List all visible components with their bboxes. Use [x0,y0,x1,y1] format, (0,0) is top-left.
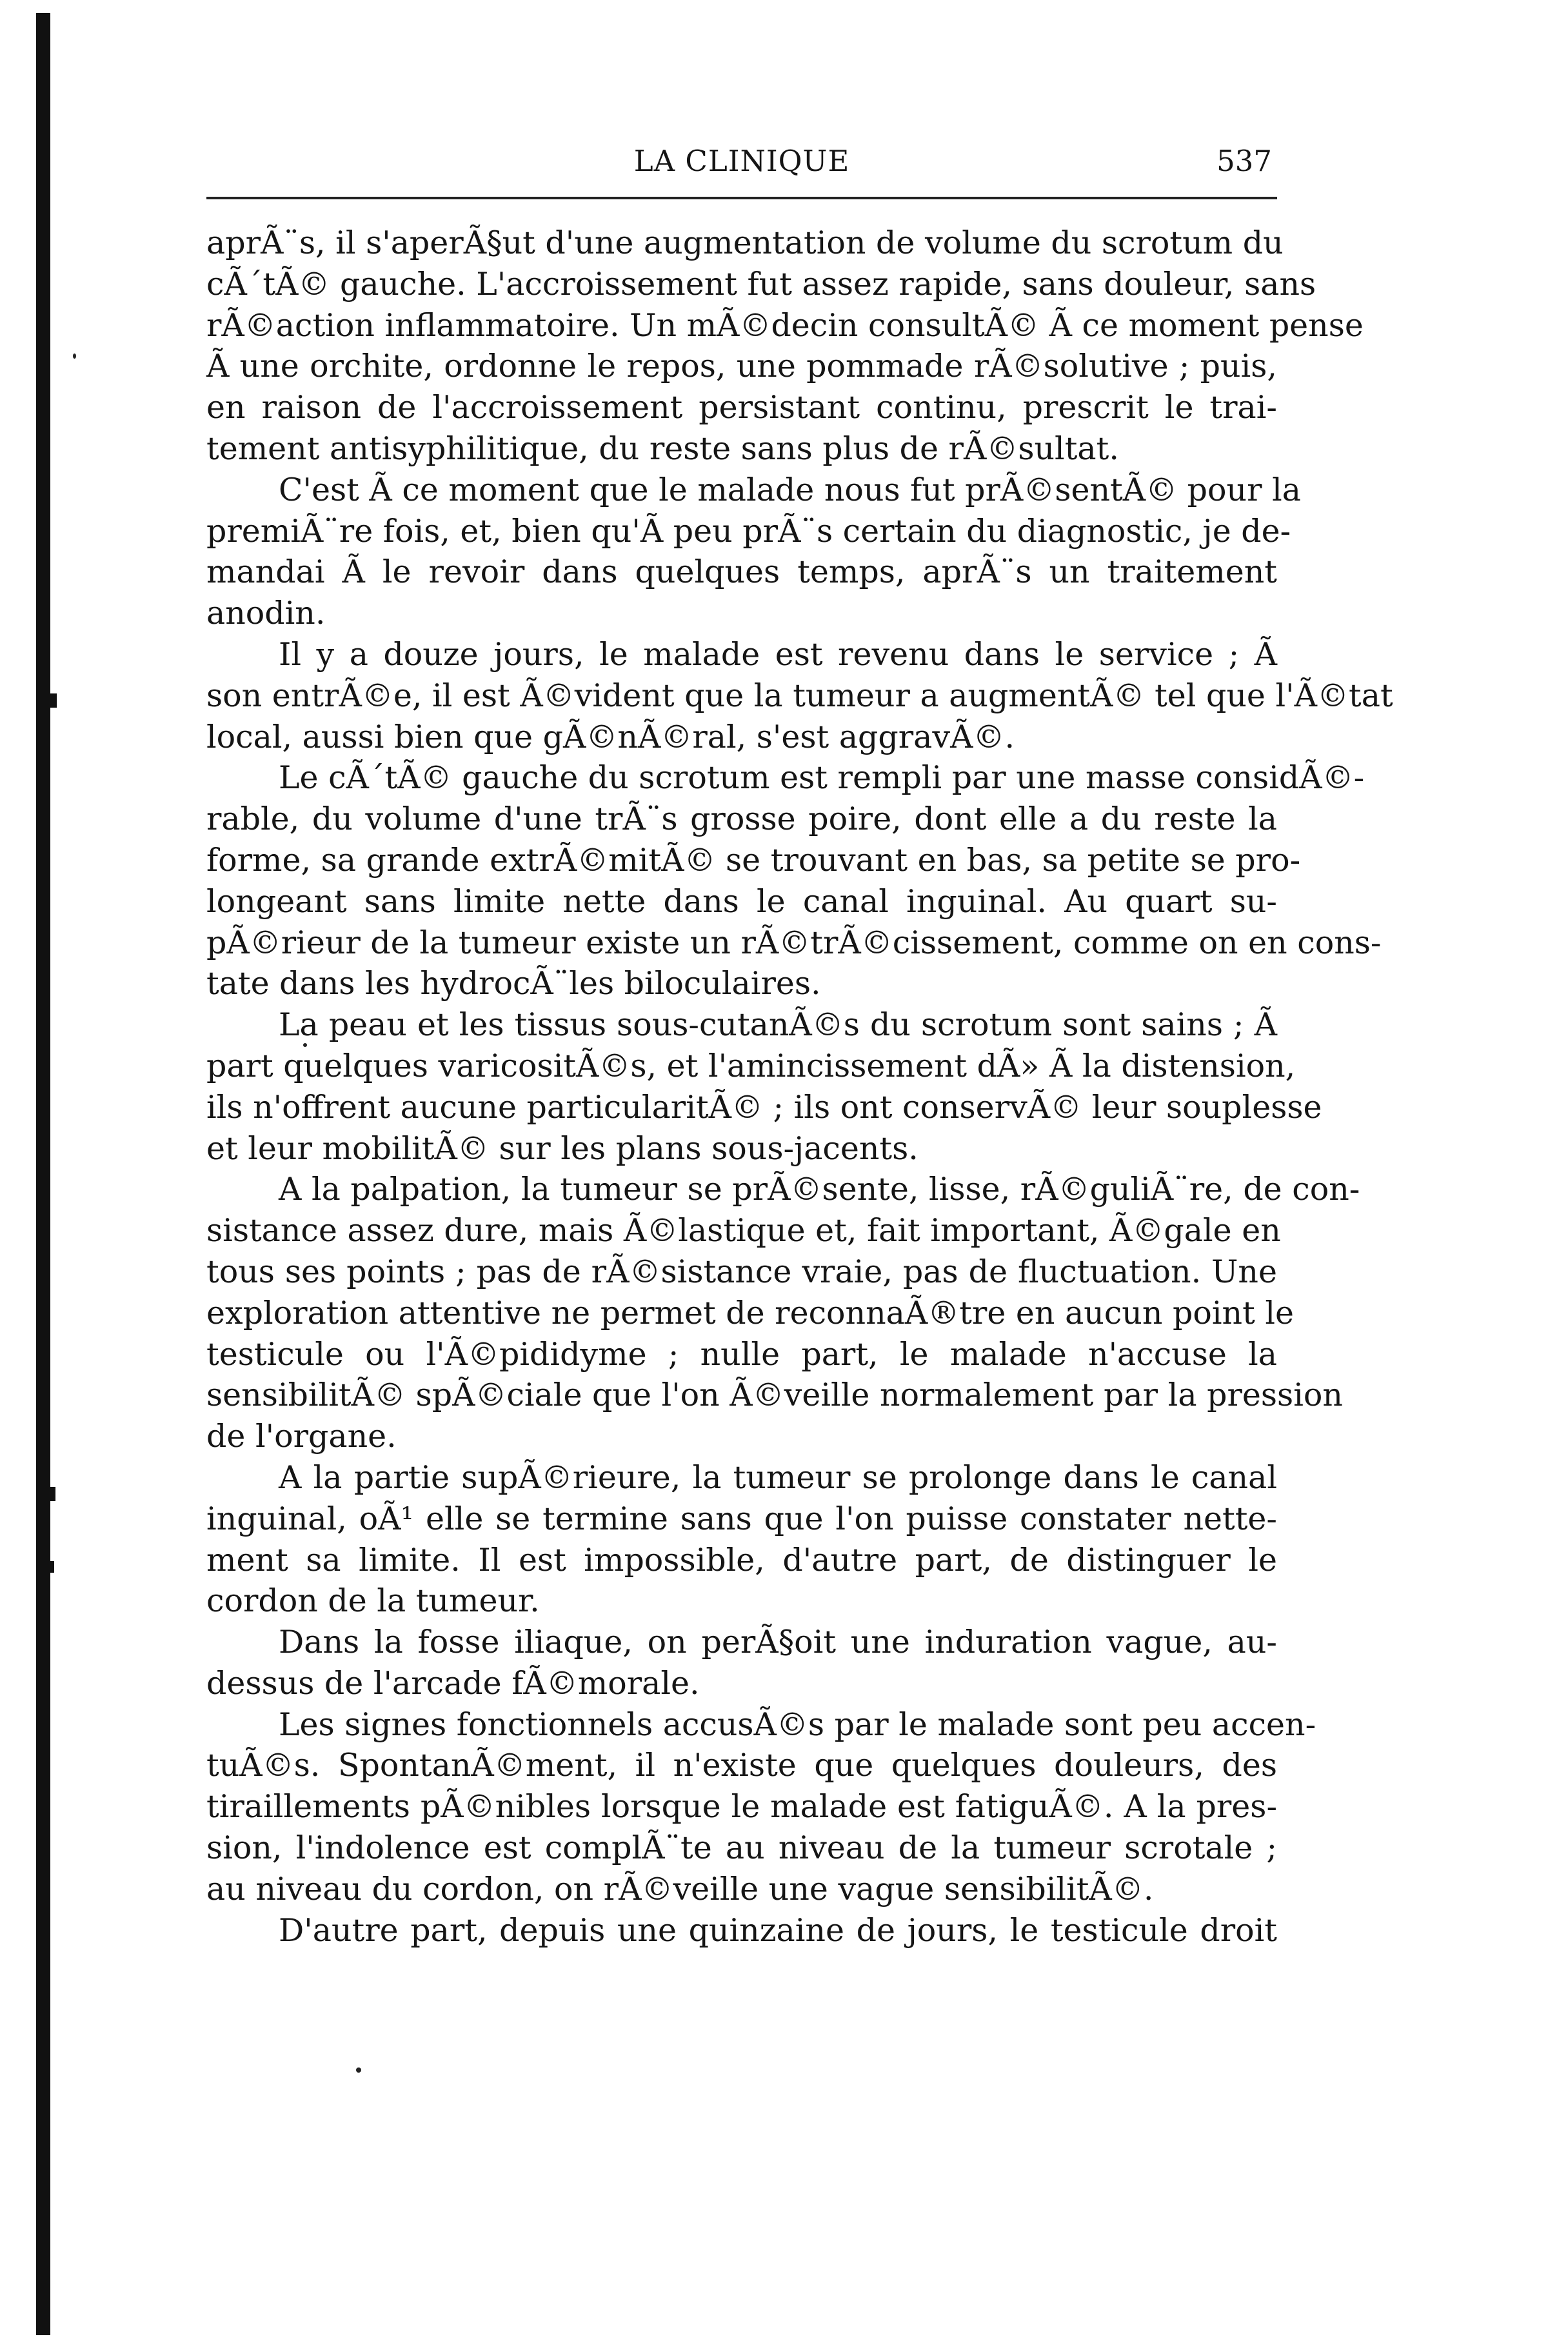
binding-mark [48,1561,54,1573]
text-line: aprÃ¨s, il s'aperÃ§ut d'une augmentation de volume du scrotum du [206,224,1284,261]
text-line: ils n'offrent aucune particularitÃ© ; ils ont conservÃ© leur souplesse [206,1088,1322,1126]
text-line: tiraillements pÃ©nibles lorsque le malade est fatiguÃ©. A la pres- [206,1788,1277,1826]
binding-edge [36,13,50,2335]
text-line: A la partie supÃ©rieure, la tumeur se prolonge dans le canal [279,1459,1277,1496]
text-line: local, aussi bien que gÃ©nÃ©ral, s'est aggravÃ©. [206,718,1015,755]
text-line: C'est Ã ce moment que le malade nous fut prÃ©sentÃ© pour la [279,471,1301,508]
binding-mark [48,693,57,708]
text-line: sistance assez dure, mais Ã©lastique et, fait important, Ã©gale en [206,1212,1281,1250]
text-line: sion, l'indolence est complÃ¨te au niveau de la tumeur scrotale ; [206,1829,1277,1867]
text-line: dessus de l'arcade fÃ©morale. [206,1664,700,1702]
text-line: et leur mobilitÃ© sur les plans sous-jacents. [206,1130,918,1167]
text-line: en raison de l'accroissement persistant continu, prescrit le trai- [206,389,1277,426]
text-line: rÃ©action inflammatoire. Un mÃ©decin consultÃ© Ã ce moment pense [206,306,1364,344]
text-line: Il y a douze jours, le malade est revenu dans le service ; Ã [279,635,1277,673]
text-line: La peau et les tissus sous-cutanÃ©s du scrotum sont sains ; Ã [279,1006,1277,1044]
text-line: Dans la fosse iliaque, on perÃ§oit une induration vague, au- [279,1624,1277,1661]
text-line: cÃ´tÃ© gauche. L'accroissement fut assez rapide, sans douleur, sans [206,265,1316,303]
print-speck [73,354,76,359]
text-line: part quelques varicositÃ©s, et l'amincissement dÃ» Ã la distension, [206,1047,1296,1084]
print-speck [356,2067,361,2073]
text-line: A la palpation, la tumeur se prÃ©sente, lisse, rÃ©guliÃ¨re, de con- [279,1171,1360,1208]
text-line: sensibilitÃ© spÃ©ciale que l'on Ã©veille normalement par la pression [206,1377,1343,1414]
body-text [206,223,1393,1951]
text-line: tous ses points ; pas de rÃ©sistance vraie, pas de fluctuation. Une [206,1253,1277,1290]
text-line: tuÃ©s. SpontanÃ©ment, il n'existe que quelques douleurs, des [206,1747,1277,1784]
header-rule [206,197,1277,199]
print-speck [303,1043,307,1047]
text-line: de l'organe. [206,1418,397,1455]
text-line: Les signes fonctionnels accusÃ©s par le malade sont peu accen- [279,1706,1316,1743]
text-line: pÃ©rieur de la tumeur existe un rÃ©trÃ©cissement, comme on en cons- [206,924,1382,961]
text-line: testicule ou l'Ã©pididyme ; nulle part, le malade n'accuse la [206,1335,1277,1373]
page-number: 537 [1216,144,1272,178]
text-line: Le cÃ´tÃ© gauche du scrotum est rempli par une masse considÃ©- [279,759,1365,797]
text-line: cordon de la tumeur. [206,1582,540,1620]
page-header [206,139,1277,184]
text-line: exploration attentive ne permet de reconnaÃ®tre en aucun point le [206,1294,1295,1331]
text-line: mandai Ã le revoir dans quelques temps, aprÃ¨s un traitement [206,553,1277,591]
text-line: rable, du volume d'une trÃ¨s grosse poire, dont elle a du reste la [206,801,1277,838]
text-line: tate dans les hydrocÃ¨les biloculaires. [206,965,821,1002]
text-line: tement antisyphilitique, du reste sans plus de rÃ©sultat. [206,430,1119,467]
text-line: son entrÃ©e, il est Ã©vident que la tumeur a augmentÃ© tel que l'Ã©tat [206,677,1393,714]
text-line: forme, sa grande extrÃ©mitÃ© se trouvant en bas, sa petite se pro- [206,841,1301,879]
text-line: inguinal, oÃ¹ elle se termine sans que l'on puisse constater nette- [206,1500,1277,1537]
running-title: LA CLINIQUE [633,144,850,178]
text-line: premiÃ¨re fois, et, bien qu'Ã peu prÃ¨s certain du diagnostic, je de- [206,512,1291,550]
text-line: anodin. [206,595,326,632]
text-line: D'autre part, depuis une quinzaine de jours, le testicule droit [279,1911,1277,1949]
text-line: ment sa limite. Il est impossible, d'autre part, de distinguer le [206,1541,1277,1579]
text-line: au niveau du cordon, on rÃ©veille une vague sensibilitÃ©. [206,1870,1154,1908]
binding-mark [48,1487,55,1501]
text-line: Ã une orchite, ordonne le repos, une pommade rÃ©solutive ; puis, [206,348,1277,385]
text-line: longeant sans limite nette dans le canal inguinal. Au quart su- [206,882,1277,920]
